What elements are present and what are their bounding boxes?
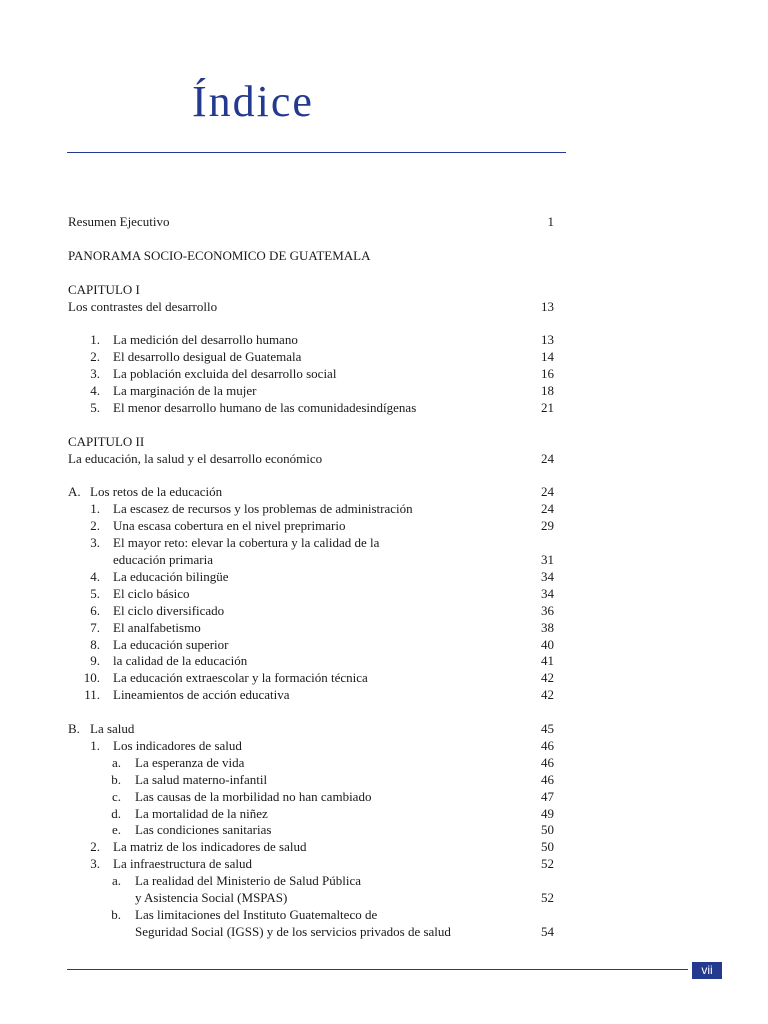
toc-entry-page: 21 <box>541 399 554 415</box>
toc-entry-page: 16 <box>541 366 554 382</box>
toc-entry-number: 1. <box>90 332 100 348</box>
toc-entry-title: CAPITULO I <box>68 281 140 297</box>
toc-entry-page: 42 <box>541 687 554 703</box>
toc-entry <box>0 805 768 822</box>
toc-entry-number: 10. <box>83 670 100 686</box>
toc-entry-page: 41 <box>541 653 554 669</box>
toc-entry <box>0 906 768 923</box>
toc-entry <box>0 585 768 602</box>
toc-entry <box>0 213 768 230</box>
page-title: Índice <box>192 77 314 126</box>
toc-entry <box>0 889 768 906</box>
toc-entry-page: 52 <box>541 856 554 872</box>
toc-entry-title: Los retos de la educación <box>90 484 223 500</box>
toc-entry-number: 11. <box>84 687 100 703</box>
toc-entry <box>0 399 768 416</box>
toc-entry-title: La realidad del Ministerio de Salud Pública <box>135 873 361 889</box>
toc-entry-title: Una escasa cobertura en el nivel preprimario <box>113 518 346 534</box>
toc-entry <box>0 771 768 788</box>
toc-entry-page: 24 <box>541 484 554 500</box>
toc-entry <box>0 619 768 636</box>
toc-entry-number: 2. <box>90 349 100 365</box>
toc-entry-page: 54 <box>541 923 554 939</box>
toc-entry <box>0 568 768 585</box>
toc-entry <box>0 500 768 517</box>
toc-entry <box>0 788 768 805</box>
toc-entry-number: 3. <box>90 856 100 872</box>
toc-entry <box>0 838 768 855</box>
toc-entry <box>0 331 768 348</box>
toc-entry-title: Seguridad Social (IGSS) y de los servicios privados de salud <box>135 923 451 939</box>
toc-entry-title: CAPITULO II <box>68 433 145 449</box>
toc-entry-number: c. <box>111 788 121 804</box>
toc-entry-title: PANORAMA SOCIO-ECONOMICO DE GUATEMALA <box>68 247 371 263</box>
toc-entry-number: a. <box>111 754 121 770</box>
toc-entry-number: e. <box>111 822 121 838</box>
toc-entry-title: El menor desarrollo humano de las comunidadesindígenas <box>113 399 417 415</box>
toc-entry-page: 38 <box>541 619 554 635</box>
toc-entry-title: y Asistencia Social (MSPAS) <box>135 890 288 905</box>
footer-divider <box>67 969 688 970</box>
toc-entry-page: 46 <box>541 771 554 787</box>
toc-entry <box>0 754 768 771</box>
toc-entry-page: 31 <box>541 552 554 567</box>
toc-entry-title: La marginación de la mujer <box>113 383 257 398</box>
toc-entry-title: La educación bilingüe <box>113 568 229 584</box>
toc-entry-page: 14 <box>541 349 554 365</box>
toc-entry-page: 18 <box>541 383 554 398</box>
toc-entry-number: b. <box>111 906 121 922</box>
toc-entry-title: La matriz de los indicadores de salud <box>113 839 307 855</box>
toc-entry <box>0 855 768 872</box>
toc-entry <box>0 636 768 653</box>
toc-entry <box>0 821 768 838</box>
toc-entry-page: 34 <box>541 585 554 601</box>
toc-entry-page: 40 <box>541 636 554 652</box>
toc-entry-page: 24 <box>541 450 554 466</box>
toc-entry-title: la calidad de la educación <box>113 653 248 669</box>
toc-entry <box>0 534 768 551</box>
toc-entry-title: El ciclo básico <box>113 585 190 601</box>
toc-entry-number: b. <box>111 771 121 787</box>
toc-entry-page: 13 <box>541 298 554 314</box>
toc-entry-title: El desarrollo desigual de Guatemala <box>113 349 302 365</box>
toc-entry-page: 49 <box>541 805 554 821</box>
toc-entry <box>0 737 768 754</box>
toc-entry <box>0 483 768 500</box>
toc-entry <box>0 602 768 619</box>
toc-entry-number: 3. <box>90 366 100 382</box>
toc-entry <box>0 551 768 568</box>
toc-entry-title: Las condiciones sanitarias <box>135 822 272 838</box>
toc-entry-title: Resumen Ejecutivo <box>68 214 170 229</box>
toc-entry-page: 50 <box>541 839 554 855</box>
toc-entry-title: La medición del desarrollo humano <box>113 332 298 348</box>
toc-entry-number: 6. <box>90 602 100 618</box>
toc-entry <box>0 517 768 534</box>
toc-entry-title: El ciclo diversificado <box>113 602 225 618</box>
toc-entry <box>0 669 768 686</box>
toc-entry-page: 45 <box>541 721 554 736</box>
toc-entry-page: 46 <box>541 754 554 770</box>
toc-entry-title: La salud materno-infantil <box>135 771 268 787</box>
page-number: vii <box>692 962 722 979</box>
toc-entry-title: La salud <box>90 721 135 736</box>
toc-entry-number: 1. <box>90 737 100 753</box>
toc-entry-page: 13 <box>541 332 554 348</box>
toc-entry-page: 47 <box>541 788 554 804</box>
toc-entry-page: 24 <box>541 501 554 517</box>
toc-entry-number: B. <box>68 721 80 736</box>
toc-entry-title: La educación, la salud y el desarrollo económico <box>68 450 323 466</box>
toc-entry-number: 4. <box>90 568 100 584</box>
toc-entry-number: a. <box>111 873 121 889</box>
toc-entry-number: 3. <box>90 535 100 551</box>
toc-entry <box>0 686 768 703</box>
toc-entry-title: Las limitaciones del Instituto Guatemalteco de <box>135 906 378 922</box>
toc-entry-page: 42 <box>541 670 554 686</box>
toc-entry-page: 29 <box>541 518 554 534</box>
toc-entry-title: Las causas de la morbilidad no han cambiado <box>135 788 372 804</box>
toc-entry-title: La educación superior <box>113 636 229 652</box>
toc-entry-title: La infraestructura de salud <box>113 856 252 872</box>
toc-entry-title: Los indicadores de salud <box>113 737 242 753</box>
toc-entry-title: Los contrastes del desarrollo <box>68 298 218 314</box>
toc-entry-title: La población excluida del desarrollo social <box>113 366 337 382</box>
toc-entry <box>0 382 768 399</box>
toc-entry-title: El mayor reto: elevar la cobertura y la calidad de la <box>113 535 380 551</box>
toc-entry-page: 1 <box>547 214 554 229</box>
toc-entry <box>0 872 768 889</box>
toc-entry-number: 1. <box>90 501 100 517</box>
toc-entry <box>0 450 768 467</box>
toc-entry-number: 2. <box>90 839 100 855</box>
toc-entry-number: 4. <box>90 383 100 398</box>
toc-entry <box>0 652 768 669</box>
toc-entry-page: 34 <box>541 568 554 584</box>
toc-entry-number: A. <box>68 484 81 500</box>
toc-entry <box>0 247 768 264</box>
toc-entry-page: 50 <box>541 822 554 838</box>
toc-entry-number: 2. <box>90 518 100 534</box>
toc-entry-number: 5. <box>90 399 100 415</box>
toc-entry-page: 36 <box>541 602 554 618</box>
toc-entry <box>0 365 768 382</box>
toc-entry-number: d. <box>111 805 121 821</box>
toc-entry-title: El analfabetismo <box>113 619 201 635</box>
toc-entry <box>0 923 768 940</box>
toc-entry-number: 7. <box>90 619 100 635</box>
toc-entry-number: 5. <box>90 585 100 601</box>
toc-entry-title: La escasez de recursos y los problemas de administración <box>113 501 413 517</box>
toc-entry-number: 9. <box>90 653 100 669</box>
toc-entry-title: La educación extraescolar y la formación técnica <box>113 670 368 686</box>
toc-entry-page: 46 <box>541 737 554 753</box>
toc-entry <box>0 348 768 365</box>
toc-entry <box>0 433 768 450</box>
toc-entry <box>0 720 768 737</box>
toc-entry-number: 8. <box>90 636 100 652</box>
toc-entry-page: 52 <box>541 890 554 905</box>
toc-entry <box>0 281 768 298</box>
toc-entry-title: La mortalidad de la niñez <box>135 805 268 821</box>
toc-entry-title: educación primaria <box>113 552 213 567</box>
toc-entry <box>0 298 768 315</box>
toc-entry-title: Lineamientos de acción educativa <box>113 687 290 703</box>
toc-entry-title: La esperanza de vida <box>135 754 245 770</box>
